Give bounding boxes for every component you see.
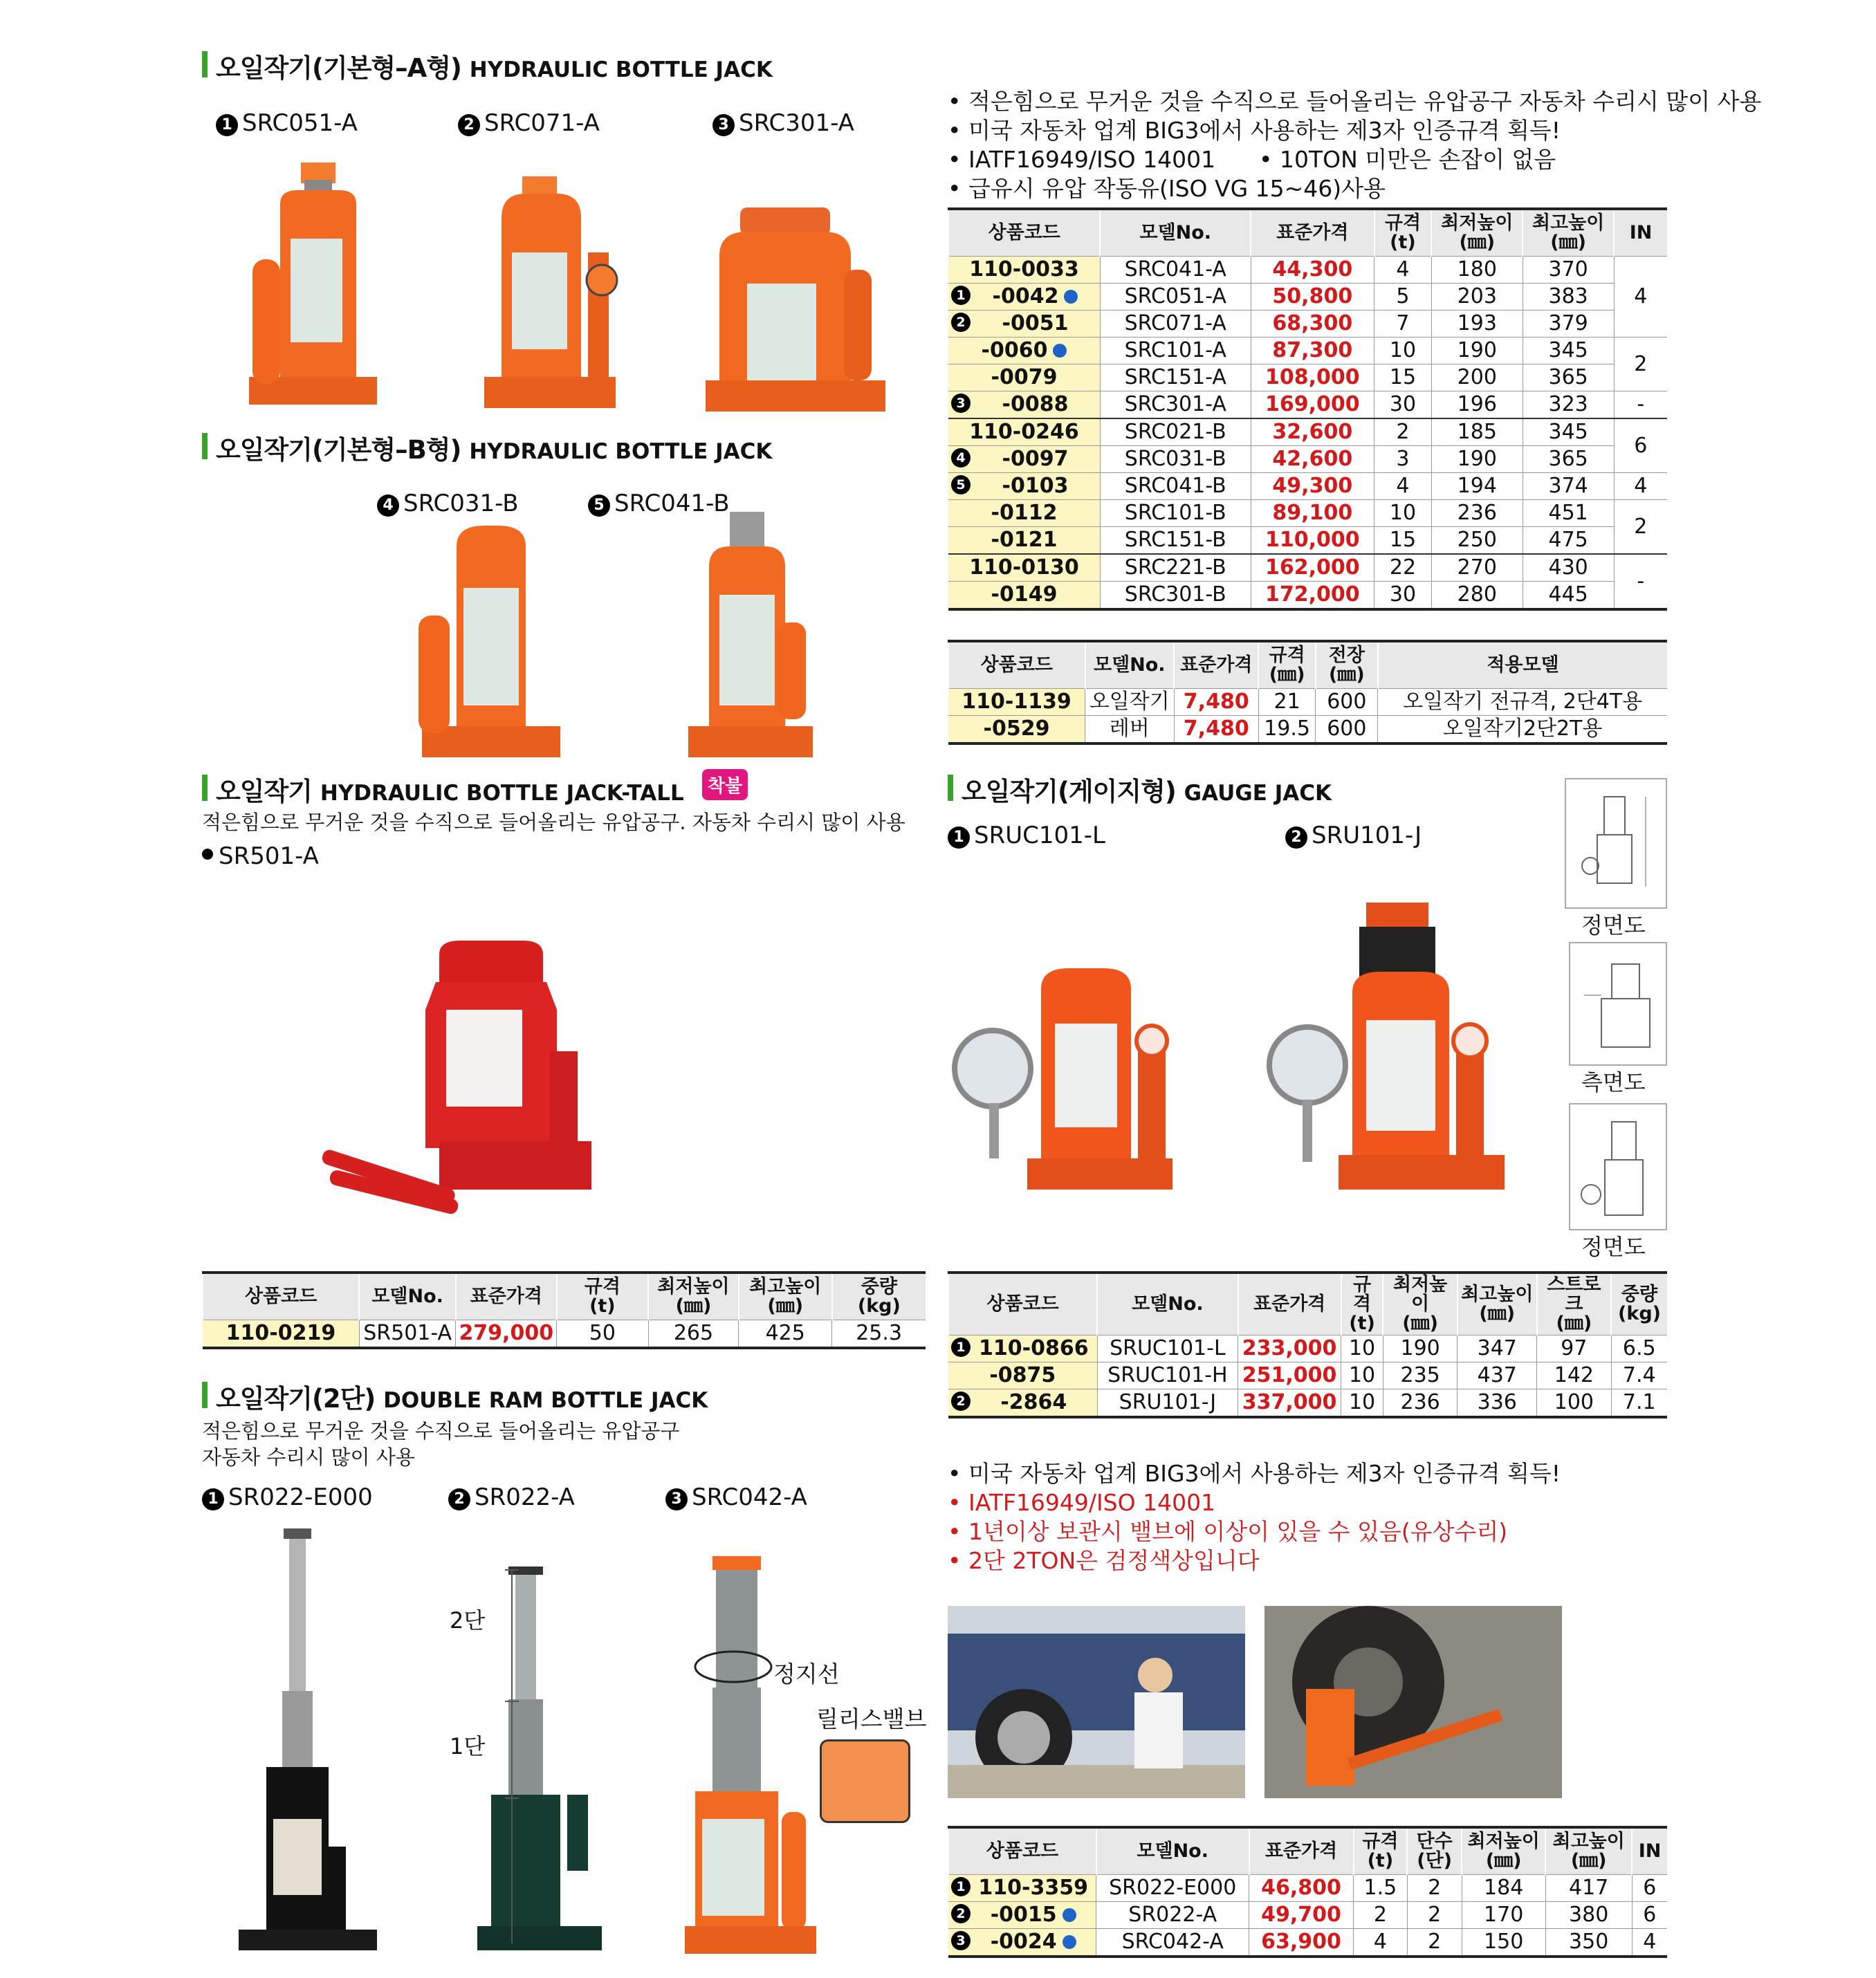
- table-cell: -0112: [948, 500, 1100, 527]
- item-number-marker: 3: [951, 1931, 971, 1950]
- table-cell: 42,600: [1251, 446, 1374, 473]
- table-cell: 169,000: [1251, 391, 1374, 419]
- table-cell: 89,100: [1251, 500, 1374, 527]
- drawing-front-view-1: [1565, 778, 1667, 909]
- table-cell: 6: [1632, 1902, 1667, 1929]
- table-cell: 345: [1523, 418, 1614, 446]
- jack-image-sru101j: [1269, 903, 1518, 1193]
- jack-image-sr022a: [477, 1566, 609, 1954]
- table-header: 최저높이 (㎜): [1462, 1827, 1545, 1875]
- table-cell: 200: [1431, 364, 1523, 391]
- product-label-src042a: 3 SRC042-A: [665, 1484, 807, 1511]
- table-row: [948, 284, 1667, 311]
- stage-dimension-lines: [505, 1570, 519, 1943]
- table-cell: -0121: [948, 527, 1100, 555]
- table-cell: 445: [1523, 582, 1614, 610]
- table-row: [948, 257, 1667, 284]
- table-cell: 5 -0103: [948, 473, 1100, 500]
- table-cell: SR022-E000: [1096, 1875, 1249, 1902]
- jack-image-sruc101l: [951, 961, 1179, 1196]
- jack-image-src301a: [706, 207, 885, 415]
- table-header: 모델No.: [1097, 1273, 1238, 1335]
- table-cell: 110-0246: [948, 418, 1100, 446]
- section-double-description: 적은힘으로 무거운 것을 수직으로 들어올리는 유압공구 자동차 수리시 많이 사용: [202, 1419, 680, 1469]
- table-cell: 10: [1374, 338, 1432, 364]
- product-label-src051a: 1 SRC051-A: [216, 109, 358, 137]
- table-cell: 347: [1457, 1335, 1537, 1362]
- table-cell: 97: [1537, 1335, 1611, 1362]
- table-cell: 236: [1383, 1389, 1457, 1418]
- product-label-sr022e000: 1 SR022-E000: [202, 1484, 373, 1511]
- table-header: 최고높이 (㎜): [1457, 1273, 1537, 1335]
- table-cell: 337,000: [1238, 1389, 1341, 1418]
- table-cell: SRC042-A: [1096, 1929, 1249, 1957]
- table-header: 표준가격: [1238, 1273, 1341, 1335]
- table-cell: 475: [1523, 527, 1614, 555]
- table-cell: 50,800: [1251, 284, 1374, 311]
- table-cell: 63,900: [1249, 1929, 1354, 1957]
- table-cell: 108,000: [1251, 364, 1374, 391]
- table-cell: 437: [1457, 1362, 1537, 1389]
- table-cell: 오일작기2단2T용: [1378, 716, 1667, 744]
- table-cell: 10: [1341, 1362, 1383, 1389]
- table-cell: 1 110-3359: [948, 1875, 1096, 1902]
- product-label-sruc101l: 1 SRUC101-L: [948, 822, 1105, 849]
- table-header: IN: [1632, 1827, 1667, 1875]
- table-cell: 110-0033: [948, 257, 1100, 284]
- new-item-dot: [1053, 344, 1067, 358]
- table-row: [948, 364, 1667, 391]
- table-cell: 4: [1614, 473, 1667, 500]
- item-number-marker: 1: [951, 1877, 971, 1896]
- table-header: 최저높이 (㎜): [1431, 209, 1523, 257]
- table-header: 단수 (단): [1407, 1827, 1462, 1875]
- table-cell: 3: [1374, 446, 1432, 473]
- table-cell: SR501-A: [359, 1320, 456, 1349]
- table-cell: SRC021-B: [1100, 418, 1251, 446]
- table-cell: 1 110-0866: [948, 1335, 1097, 1362]
- table-cell: 279,000: [456, 1320, 557, 1349]
- table-cell: 오일작기: [1085, 689, 1175, 716]
- table-header: 전장 (㎜): [1316, 641, 1378, 689]
- table-header: 상품코드: [948, 641, 1085, 689]
- table-cell: SRC301-A: [1100, 391, 1251, 419]
- table-cell: 350: [1545, 1929, 1632, 1957]
- table-cell: 100: [1537, 1389, 1611, 1418]
- table-cell: 600: [1316, 689, 1378, 716]
- jack-image-src071a: [484, 176, 629, 412]
- table-row: [948, 716, 1667, 744]
- table-cell: 190: [1383, 1335, 1457, 1362]
- table-cell: 15: [1374, 527, 1432, 555]
- table-header: 표준가격: [1174, 641, 1258, 689]
- table-cell: 2 -0051: [948, 311, 1100, 338]
- table-cell: 오일작기 전규격, 2단4T용: [1378, 689, 1667, 716]
- section-b-title: 오일작기(기본형–B형) HYDRAULIC BOTTLE JACK: [202, 429, 772, 466]
- table-cell: 4: [1632, 1929, 1667, 1957]
- stage-1-label: 1단: [450, 1733, 486, 1759]
- table-header: 모델No.: [1096, 1827, 1249, 1875]
- table-cell: 15: [1374, 364, 1432, 391]
- drawing-side-view: [1569, 942, 1667, 1066]
- gauge-jack-price-table: [948, 1271, 1667, 1418]
- table-cell: 194: [1431, 473, 1523, 500]
- table-cell: 110-0130: [948, 554, 1100, 582]
- table-cell: 110-0219: [203, 1320, 359, 1349]
- product-label-src301a: 3 SRC301-A: [712, 109, 854, 137]
- table-cell: 170: [1462, 1902, 1545, 1929]
- table-row: [948, 446, 1667, 473]
- table-row: [948, 1389, 1667, 1418]
- table-cell: 250: [1431, 527, 1523, 555]
- product-label-src071a: 2 SRC071-A: [458, 109, 600, 137]
- table-cell: 19.5: [1258, 716, 1315, 744]
- table-cell: 4: [1354, 1929, 1408, 1957]
- table-cell: 2: [1374, 418, 1432, 446]
- item-number-marker: 5: [951, 475, 971, 494]
- table-cell: 21: [1258, 689, 1315, 716]
- table-header: IN: [1614, 209, 1667, 257]
- table-header: 표준가격: [456, 1273, 557, 1320]
- item-number-marker: 4: [951, 448, 971, 468]
- new-item-dot: [1063, 1935, 1076, 1949]
- table-cell: SRC101-B: [1100, 500, 1251, 527]
- table-cell: 5: [1374, 284, 1432, 311]
- table-cell: 162,000: [1251, 554, 1374, 582]
- table-header: 표준가격: [1251, 209, 1374, 257]
- table-cell: 110-1139: [948, 689, 1085, 716]
- section-a-bullets: • 적은힘으로 무거운 것을 수직으로 들어올리는 유압공구 자동차 수리시 많이 사용 • 미국 자동차 업계 BIG3에서 사용하는 제3자 인증규격 획득! • IATF16949/ISO 14001 • 10TON 미만은 손잡이 없음 • 급유시 유압 작동유(ISO VG 15~46)사용: [948, 87, 1761, 203]
- table-header: 모델No.: [1100, 209, 1251, 257]
- table-cell: SRC151-A: [1100, 364, 1251, 391]
- table-row: [948, 418, 1667, 446]
- table-header: 표준가격: [1249, 1827, 1354, 1875]
- section-tall-title: 오일작기 HYDRAULIC BOTTLE JACK-TALL: [202, 770, 684, 808]
- table-cell: SRC041-A: [1100, 257, 1251, 284]
- table-cell: 4 -0097: [948, 446, 1100, 473]
- table-cell: 380: [1545, 1902, 1632, 1929]
- table-header: 상품코드: [948, 1273, 1097, 1335]
- product-label-sr501a: SR501-A: [202, 842, 319, 870]
- table-cell: 25.3: [832, 1320, 926, 1349]
- table-cell: -0149: [948, 582, 1100, 610]
- side-view-caption: 측면도: [1581, 1069, 1646, 1096]
- table-cell: 2: [1407, 1875, 1462, 1902]
- table-cell: 425: [739, 1320, 832, 1349]
- table-cell: 7.1: [1611, 1389, 1667, 1418]
- section-double-title: 오일작기(2단) DOUBLE RAM BOTTLE JACK: [202, 1378, 708, 1415]
- table-cell: 142: [1537, 1362, 1611, 1389]
- table-cell: 30: [1374, 582, 1432, 610]
- release-valve-label: 릴리스밸브: [816, 1706, 927, 1732]
- table-cell: 6: [1614, 418, 1667, 473]
- table-cell: 190: [1431, 338, 1523, 364]
- table-cell: 2: [1354, 1902, 1408, 1929]
- table-cell: 193: [1431, 311, 1523, 338]
- table-header: 중량 (kg): [832, 1273, 926, 1320]
- table-header: 스트로크 (㎜): [1537, 1273, 1611, 1335]
- table-header: 모델No.: [359, 1273, 456, 1320]
- jack-image-src041b: [688, 512, 827, 761]
- table-row: [948, 1902, 1667, 1929]
- table-cell: SRC151-B: [1100, 527, 1251, 555]
- table-cell: 270: [1431, 554, 1523, 582]
- table-header: 규격 (㎜): [1258, 641, 1315, 689]
- table-row: [948, 689, 1667, 716]
- table-cell: 레버: [1085, 716, 1175, 744]
- table-row: [203, 1320, 926, 1349]
- table-row: [948, 554, 1667, 582]
- table-header: 규격 (t): [1341, 1273, 1383, 1335]
- table-cell: 430: [1523, 554, 1614, 582]
- table-row: [948, 1929, 1667, 1957]
- table-row: [948, 391, 1667, 419]
- table-row: [948, 1875, 1667, 1902]
- table-cell: 150: [1462, 1929, 1545, 1957]
- table-cell: 30: [1374, 391, 1432, 419]
- table-cell: 323: [1523, 391, 1614, 419]
- table-cell: 233,000: [1238, 1335, 1341, 1362]
- product-label-src031b: 4 SRC031-B: [377, 490, 519, 517]
- table-cell: 451: [1523, 500, 1614, 527]
- table-cell: 6.5: [1611, 1335, 1667, 1362]
- table-cell: SRC101-A: [1100, 338, 1251, 364]
- jack-image-src031b: [415, 526, 567, 761]
- table-cell: SRC071-A: [1100, 311, 1251, 338]
- table-cell: 379: [1523, 311, 1614, 338]
- table-cell: 7,480: [1174, 689, 1258, 716]
- table-cell: SRU101-J: [1097, 1389, 1238, 1418]
- table-cell: 2: [1407, 1929, 1462, 1957]
- section-tall-description: 적은힘으로 무거운 것을 수직으로 들어올리는 유압공구. 자동차 수리시 많이 사용: [202, 811, 905, 834]
- table-cell: 336: [1457, 1389, 1537, 1418]
- table-cell: 417: [1545, 1875, 1632, 1902]
- table-row: [948, 527, 1667, 555]
- table-cell: 185: [1431, 418, 1523, 446]
- table-row: [948, 1362, 1667, 1389]
- table-cell: SRC221-B: [1100, 554, 1251, 582]
- table-header: 규격 (t): [557, 1273, 649, 1320]
- table-cell: SRC041-B: [1100, 473, 1251, 500]
- table-cell: 2 -0015: [948, 1902, 1096, 1929]
- table-cell: 345: [1523, 338, 1614, 364]
- jack-image-sr501a: [315, 941, 619, 1203]
- table-row: [948, 582, 1667, 610]
- table-cell: 2: [1407, 1902, 1462, 1929]
- tall-jack-price-table: [202, 1271, 926, 1349]
- new-item-dot: [1063, 1908, 1076, 1922]
- table-row: [948, 311, 1667, 338]
- table-cell: 203: [1431, 284, 1523, 311]
- lever-price-table: [948, 640, 1667, 745]
- table-cell: 2: [1614, 500, 1667, 555]
- photo-car-lifting: [948, 1606, 1245, 1798]
- table-header: 적용모델: [1378, 641, 1667, 689]
- item-number-marker: 2: [951, 1904, 971, 1923]
- table-cell: 251,000: [1238, 1362, 1341, 1389]
- table-header: 상품코드: [203, 1273, 359, 1320]
- table-cell: 4: [1374, 473, 1432, 500]
- table-cell: 280: [1431, 582, 1523, 610]
- table-cell: -0079: [948, 364, 1100, 391]
- table-header: 모델No.: [1085, 641, 1175, 689]
- stop-line-label: 정지선: [773, 1661, 840, 1688]
- table-cell: -0529: [948, 716, 1085, 744]
- table-row: [948, 1335, 1667, 1362]
- stage-2-label: 2단: [450, 1607, 486, 1634]
- table-cell: 265: [648, 1320, 739, 1349]
- section-gauge-title: 오일작기(게이지형) GAUGE JACK: [948, 770, 1332, 808]
- table-cell: 374: [1523, 473, 1614, 500]
- photo-truck-lifting: [1265, 1606, 1562, 1798]
- table-cell: 110,000: [1251, 527, 1374, 555]
- product-label-sr022a: 2 SR022-A: [448, 1484, 575, 1511]
- table-cell: 383: [1523, 284, 1614, 311]
- table-cell: 7.4: [1611, 1362, 1667, 1389]
- table-cell: 44,300: [1251, 257, 1374, 284]
- table-cell: SRUC101-H: [1097, 1362, 1238, 1389]
- table-cell: 49,300: [1251, 473, 1374, 500]
- item-number-marker: 1: [951, 286, 971, 305]
- item-number-marker: 2: [951, 313, 971, 332]
- table-cell: 49,700: [1249, 1902, 1354, 1929]
- table-cell: -: [1614, 391, 1667, 419]
- table-cell: SR022-A: [1096, 1902, 1249, 1929]
- table-cell: 7: [1374, 311, 1432, 338]
- table-header: 규격 (t): [1354, 1827, 1408, 1875]
- table-cell: 3 -0024: [948, 1929, 1096, 1957]
- table-cell: 235: [1383, 1362, 1457, 1389]
- table-cell: 4: [1614, 257, 1667, 338]
- table-cell: 1 -0042: [948, 284, 1100, 311]
- jack-image-src051a: [249, 163, 387, 412]
- table-row: [948, 338, 1667, 364]
- front-view-caption-2: 정면도: [1581, 1234, 1646, 1260]
- double-jack-price-table: [948, 1826, 1667, 1958]
- table-cell: -0060: [948, 338, 1100, 364]
- cod-badge: 착불: [702, 769, 748, 800]
- table-cell: 2 -2864: [948, 1389, 1097, 1418]
- table-header: 최저높이 (㎜): [1383, 1273, 1457, 1335]
- table-cell: 365: [1523, 364, 1614, 391]
- table-cell: 172,000: [1251, 582, 1374, 610]
- product-label-sru101j: 2 SRU101-J: [1285, 822, 1422, 849]
- table-cell: 7,480: [1174, 716, 1258, 744]
- drawing-front-view-2: [1569, 1103, 1667, 1230]
- table-cell: 600: [1316, 716, 1378, 744]
- table-cell: 10: [1374, 500, 1432, 527]
- table-cell: 236: [1431, 500, 1523, 527]
- table-cell: 50: [557, 1320, 649, 1349]
- table-header: 중량 (kg): [1611, 1273, 1667, 1335]
- table-header: 상품코드: [948, 209, 1100, 257]
- stop-line-marker: [692, 1646, 775, 1688]
- table-cell: 196: [1431, 391, 1523, 419]
- table-header: 최고높이 (㎜): [1523, 209, 1614, 257]
- table-header: 상품코드: [948, 1827, 1096, 1875]
- jack-image-src042a: [685, 1556, 823, 1957]
- table-cell: 22: [1374, 554, 1432, 582]
- table-cell: 10: [1341, 1335, 1383, 1362]
- table-cell: 190: [1431, 446, 1523, 473]
- table-cell: -: [1614, 554, 1667, 609]
- table-cell: 2: [1614, 338, 1667, 391]
- table-cell: 6: [1632, 1875, 1667, 1902]
- product-label-src041b: 5 SRC041-B: [588, 490, 730, 517]
- new-item-dot: [1064, 290, 1078, 304]
- table-cell: SRC051-A: [1100, 284, 1251, 311]
- jack-image-sr022e000: [235, 1528, 394, 1957]
- table-cell: 10: [1341, 1389, 1383, 1418]
- table-row: [948, 500, 1667, 527]
- table-cell: 370: [1523, 257, 1614, 284]
- section-double-bullets: • 미국 자동차 업계 BIG3에서 사용하는 제3자 인증규격 획득! • IATF16949/ISO 14001 • 1년이상 보관시 밸브에 이상이 있을 수 있음(유상수리) • 2단 2TON은 검정색상입니다: [948, 1459, 1561, 1575]
- release-valve-inset: [820, 1739, 910, 1823]
- table-header: 최고높이 (㎜): [1545, 1827, 1632, 1875]
- table-cell: 180: [1431, 257, 1523, 284]
- bottle-jack-price-table: [948, 207, 1667, 611]
- table-cell: 46,800: [1249, 1875, 1354, 1902]
- item-number-marker: 3: [951, 394, 971, 413]
- table-cell: 3 -0088: [948, 391, 1100, 419]
- table-cell: -0875: [948, 1362, 1097, 1389]
- table-cell: SRUC101-L: [1097, 1335, 1238, 1362]
- table-row: [948, 473, 1667, 500]
- table-cell: 87,300: [1251, 338, 1374, 364]
- table-cell: SRC031-B: [1100, 446, 1251, 473]
- table-cell: SRC301-B: [1100, 582, 1251, 610]
- table-header: 규격 (t): [1374, 209, 1432, 257]
- table-cell: 1.5: [1354, 1875, 1408, 1902]
- table-cell: 32,600: [1251, 418, 1374, 446]
- table-cell: 365: [1523, 446, 1614, 473]
- table-header: 최저높이 (㎜): [648, 1273, 739, 1320]
- table-cell: 4: [1374, 257, 1432, 284]
- table-cell: 184: [1462, 1875, 1545, 1902]
- section-a-title: 오일작기(기본형–A형) HYDRAULIC BOTTLE JACK: [202, 47, 773, 84]
- table-header: 최고높이 (㎜): [739, 1273, 832, 1320]
- item-number-marker: 1: [951, 1338, 971, 1357]
- front-view-caption-1: 정면도: [1581, 912, 1646, 939]
- item-number-marker: 2: [951, 1392, 971, 1411]
- table-cell: 68,300: [1251, 311, 1374, 338]
